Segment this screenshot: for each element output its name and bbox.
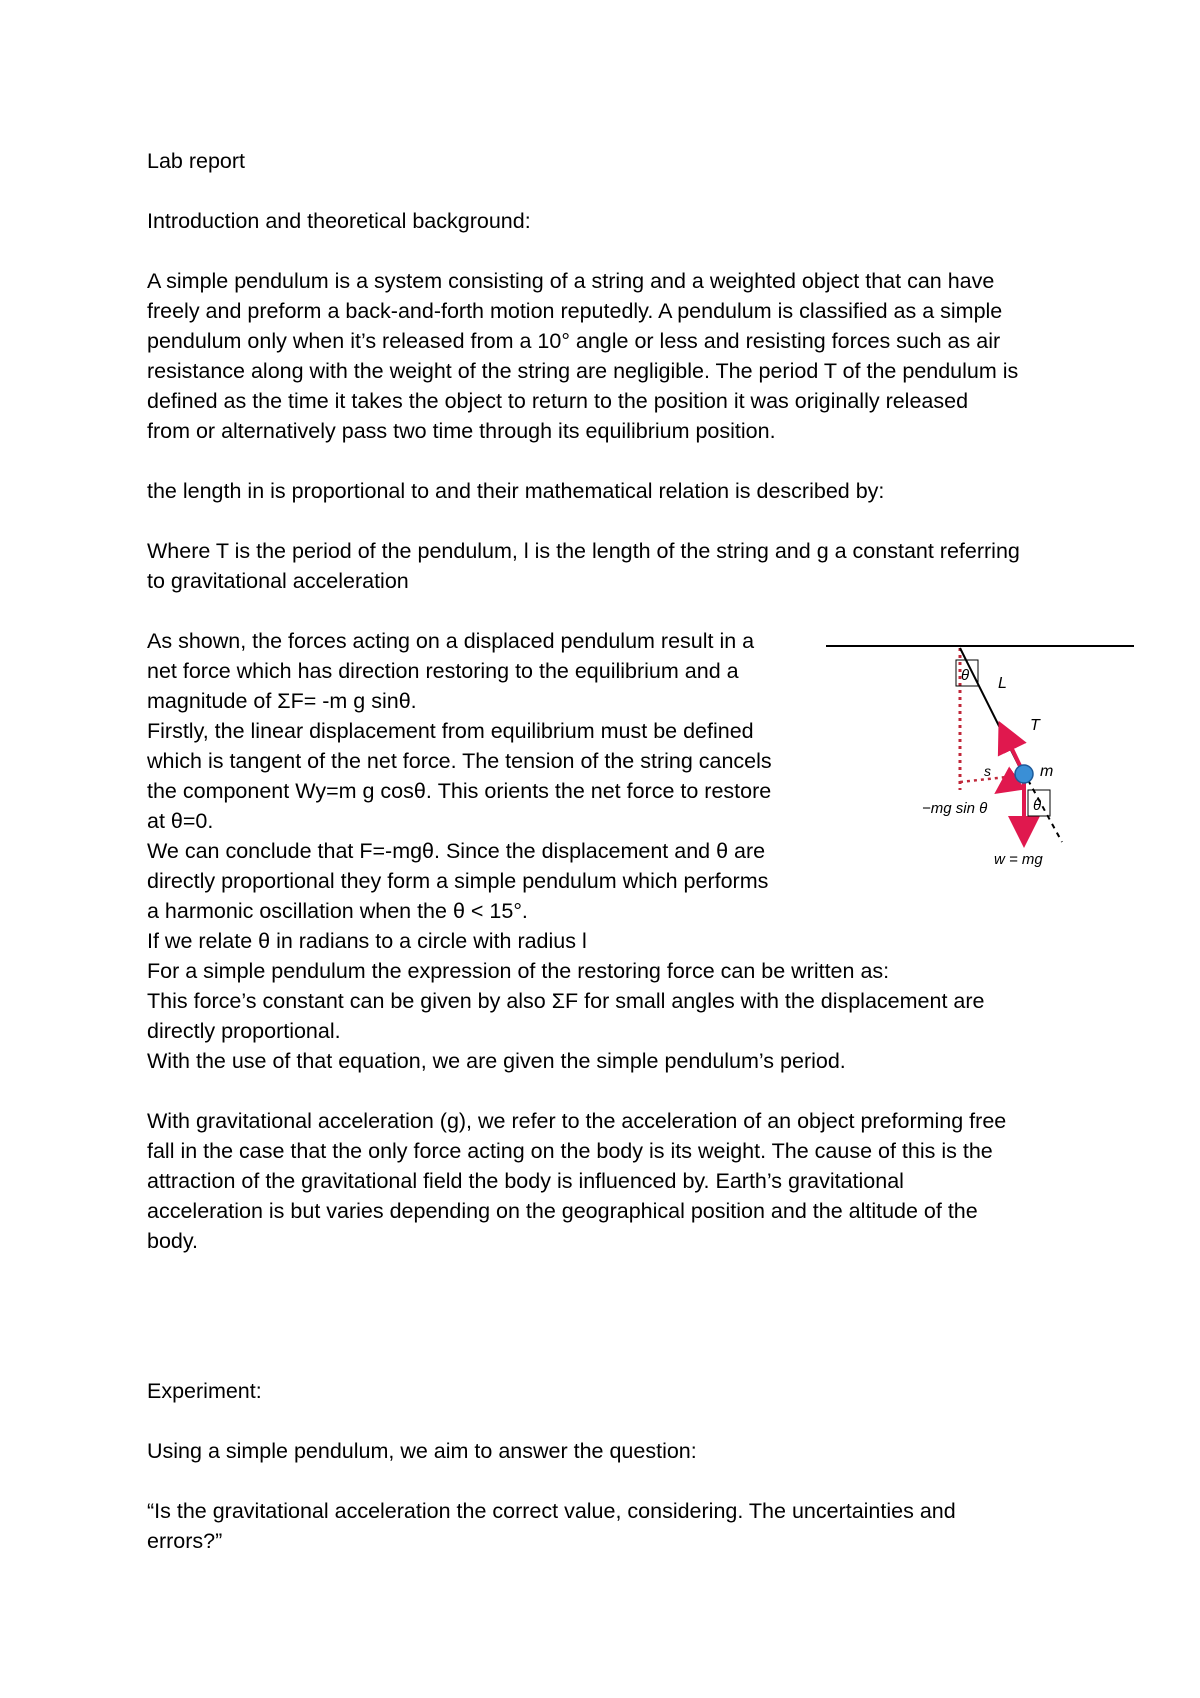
label-theta-top: θ [961, 667, 970, 684]
length-relation-paragraph: the length in is proportional to and their mathematical relation is described by: [147, 479, 885, 503]
label-s: s [984, 763, 991, 779]
page-heading: Lab report [147, 149, 246, 173]
intro-heading: Introduction and theoretical background: [147, 209, 531, 233]
label-m: m [1040, 763, 1054, 780]
research-question: “Is the gravitational acceleration the correct value, considering. The uncertainties and errors?” [147, 1499, 956, 1553]
label-L: L [998, 675, 1007, 692]
tension-arrow [1002, 728, 1022, 770]
pendulum-bob [1015, 765, 1033, 783]
label-T: T [1030, 717, 1040, 734]
gravity-paragraph: With gravitational acceleration (g), we refer to the acceleration of an object preforming free fall in the case that the only force acting on the body is its weight. The cause of this is the attraction of the gravitational field the body is influenced by. Earth’s gravitational acceleration is but varies depending on the geographical position and the altitude of the body. [147, 1109, 1007, 1253]
intro-paragraph: A simple pendulum is a system consisting of a string and a weighted object that can have freely and preform a back-and-forth motion reputedly. A pendulum is classified as a simple pendulum only when it’s released from a 10° angle or less and resisting forces such as air resistance along with the weight of the string are negligible. The period T of the pendulum is defined as the time it takes the object to return to the position it was originally released from or alternatively pass two time through its equilibrium position. [147, 269, 1019, 443]
variables-paragraph: Where T is the period of the pendulum, l is the length of the string and g a constant referring to gravitational acceleration [147, 539, 1020, 593]
label-weight: w = mg [994, 851, 1043, 868]
label-mg-sin: −mg sin θ [922, 800, 988, 817]
label-theta-bottom: θ [1033, 797, 1042, 814]
forces-paragraph: As shown, the forces acting on a displaced pendulum result in a net force which has direction restoring to the equilibrium and a magnitude of ΣF= -m g sinθ. Firstly, the linear displacement from equilibrium must be defined which is tangent of the net force. The tension of the string cancels the component Wy=m g cosθ. This orients the net force to restore at θ=0. We can conclude that F=-mgθ. Since the displacement and θ are directly proportional they form a simple pendulum which performs a harmonic oscillation when the θ < 15°. If we relate θ in radians to a circle with radius l For a simple pendulum the expression of the restoring force can be written as: This force’s constant can be given by also ΣF for small angles with the displacement are directly proportional. With the use of that equation, we are given the simple pendulum’s period. [147, 629, 985, 1073]
experiment-paragraph: Using a simple pendulum, we aim to answer the question: [147, 1439, 697, 1463]
pendulum-diagram [820, 630, 1140, 880]
experiment-heading: Experiment: [147, 1379, 262, 1403]
